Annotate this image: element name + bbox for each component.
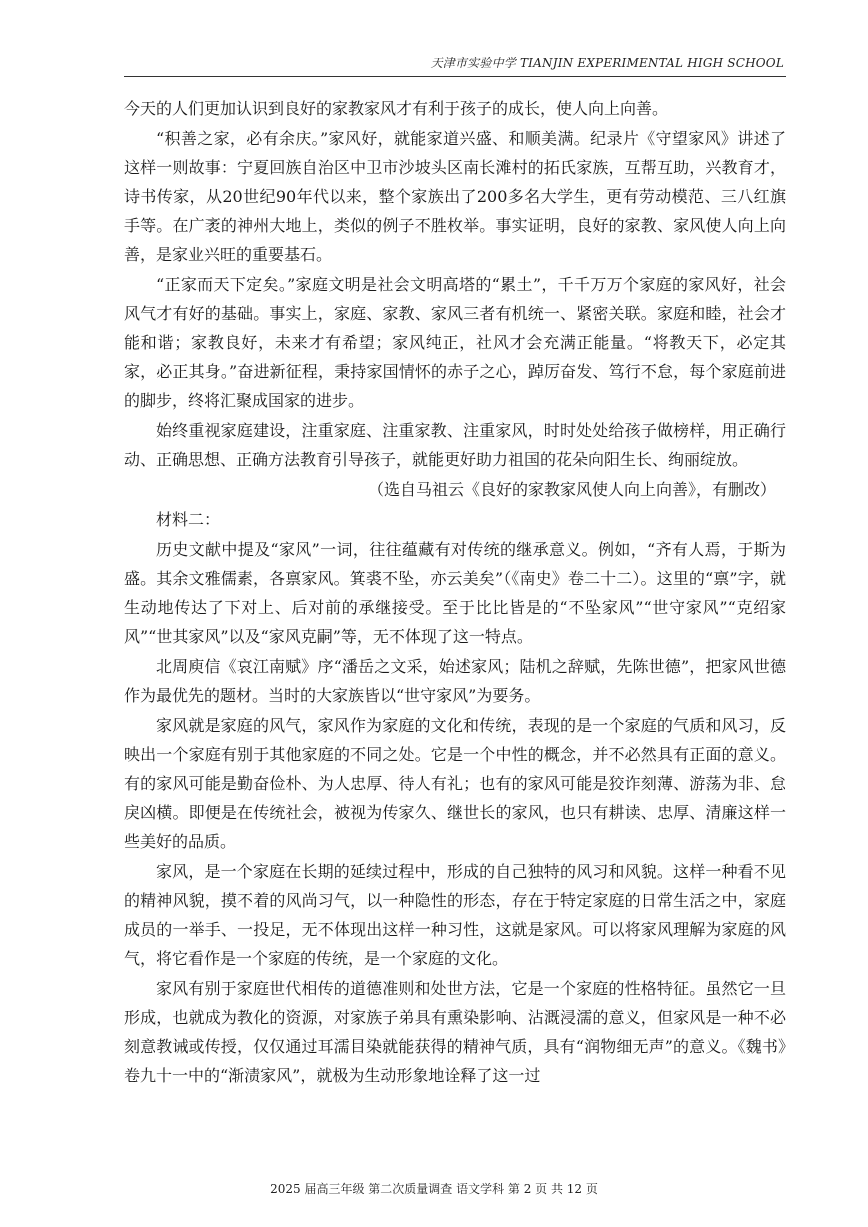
paragraph: 今天的人们更加认识到良好的家教家风才有利于孩子的成长，使人向上向善。 <box>124 99 669 118</box>
school-header: 天津市实验中学 TIANJIN EXPERIMENTAL HIGH SCHOOL <box>430 56 784 70</box>
paragraph: 家风就是家庭的风气，家风作为家庭的文化和传统，表现的是一个家庭的气质和风习，反映出一个家庭有别于其他家庭的不同之处。它是一个中性的概念，并不必然具有正面的意义。有的家风可能是勤奋俭朴、为人忠厚、待人有礼；也有的家风可能是狡诈刻薄、游荡为非、怠戾凶横。即便是在传统社会，被视为传家久、继世长的家风，也只有耕读、忠厚、清廉这样一些美好的品质。 <box>124 716 786 851</box>
paragraph: 家风有别于家庭世代相传的道德准则和处世方法，它是一个家庭的性格特征。虽然它一旦形成，也就成为教化的资源，对家族子弟具有熏染影响、沾溉浸濡的意义，但家风是一种不必刻意教诫或传授，仅仅通过耳濡目染就能获得的精神气质，具有“润物细无声”的意义。《魏书》卷九十一中的“渐渍家风”，就极为生动形象地诠释了这一过 <box>124 979 786 1085</box>
header-rule <box>124 76 786 77</box>
page-footer: 2025 届高三年级 第二次质量调查 语文学科 第 2 页 共 12 页 <box>270 1182 598 1196</box>
paragraph: 历史文献中提及“家风”一词，往往蕴藏有对传统的继承意义。例如，“齐有人焉，于斯为盛。其余文雅儒素，各禀家风。箕裘不坠，亦云美矣”（《南史》卷二十二）。这里的“禀”字，就生动地传达了下对上、后对前的承继接受。至于比比皆是的“不坠家风”“世守家风”“克绍家风”“世其家风”以及“家风克嗣”等，无不体现了这一特点。 <box>124 540 786 646</box>
paragraph: “正家而天下定矣。”家庭文明是社会文明高塔的“累土”，千千万万个家庭的家风好，社会风气才有好的基础。事实上，家庭、家教、家风三者有机统一、紧密关联。家庭和睦，社会才能和谐；家教良好，未来才有希望；家风纯正，社风才会充满正能量。“将教天下，必定其家，必正其身。”奋进新征程，秉持家国情怀的赤子之心，踔厉奋发、笃行不怠，每个家庭前进的脚步，终将汇聚成国家的进步。 <box>124 275 786 410</box>
article-body <box>124 94 786 1091</box>
source-citation: （选自马祖云《良好的家教家风使人向上向善》，有删改） <box>367 480 776 499</box>
paragraph: 始终重视家庭建设，注重家庭、注重家教、注重家风，时时处处给孩子做榜样，用正确行动、正确思想、正确方法教育引导孩子，就能更好助力祖国的花朵向阳生长、绚丽绽放。 <box>124 421 786 469</box>
paragraph: 北周庾信《哀江南赋》序“潘岳之文采，始述家风；陆机之辞赋，先陈世德”，把家风世德作为最优先的题材。当时的大家族皆以“世守家风”为要务。 <box>124 657 786 705</box>
paragraph: “积善之家，必有余庆。”家风好，就能家道兴盛、和顺美满。纪录片《守望家风》讲述了这样一则故事：宁夏回族自治区中卫市沙坡头区南长滩村的拓氏家族，互帮互助，兴教育才，诗书传家，从20世纪90年代以来，整个家族出了200多名大学生，更有劳动模范、三八红旗手等。在广袤的神州大地上，类似的例子不胜枚举。事实证明，良好的家教、家风使人向上向善，是家业兴旺的重要基石。 <box>124 129 786 264</box>
section-label: 材料二： <box>156 510 221 529</box>
paragraph: 家风，是一个家庭在长期的延续过程中，形成的自己独特的风习和风貌。这样一种看不见的精神风貌，摸不着的风尚习气，以一种隐性的形态，存在于特定家庭的日常生活之中，家庭成员的一举手、一投足，无不体现出这样一种习性，这就是家风。可以将家风理解为家庭的风气，将它看作是一个家庭的传统，是一个家庭的文化。 <box>124 862 786 968</box>
